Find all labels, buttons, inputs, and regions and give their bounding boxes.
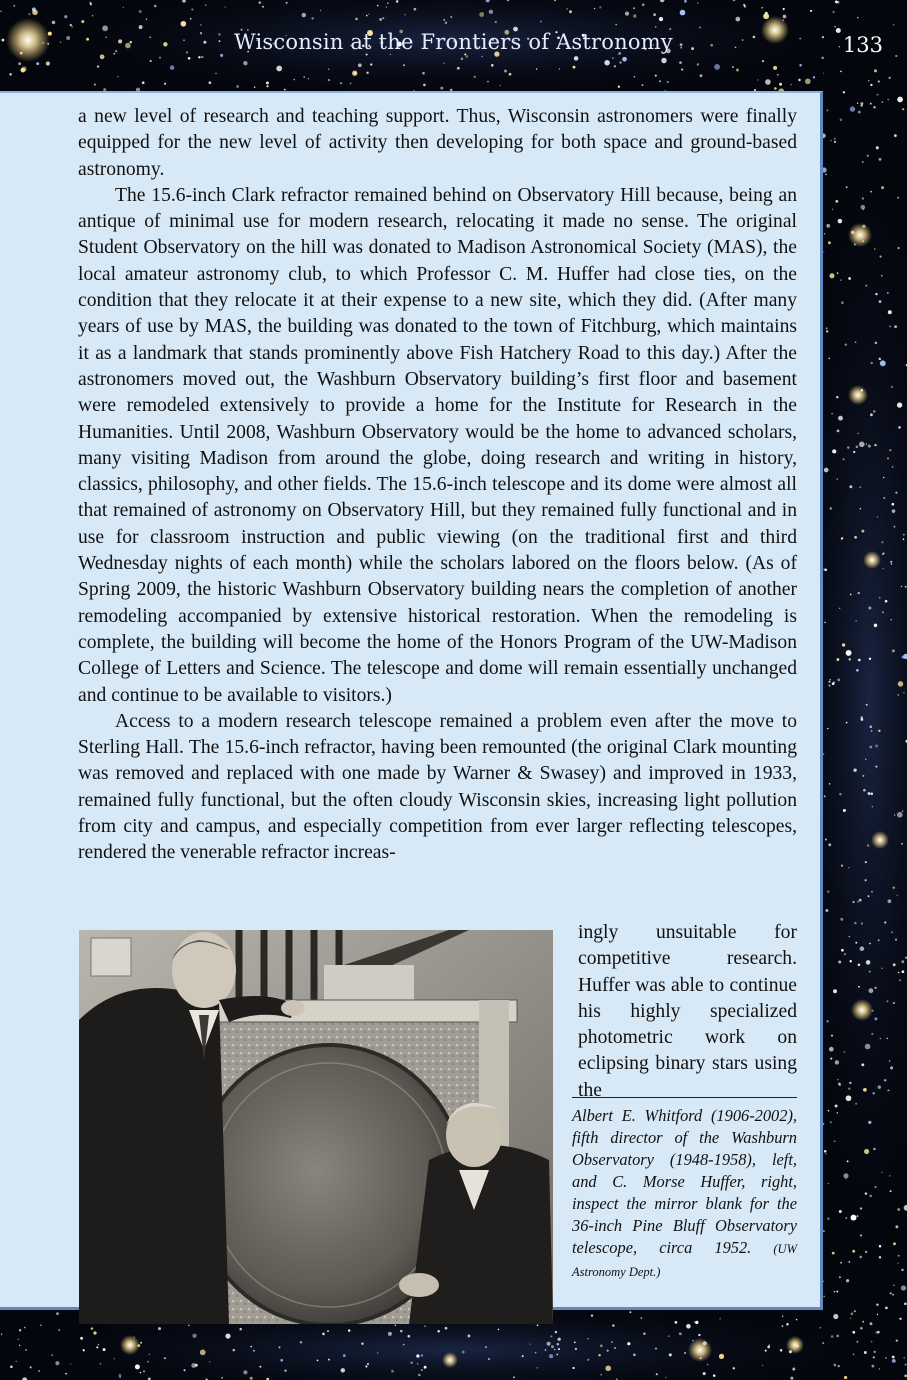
paragraph-1: a new level of research and teaching support. Thus, Wisconsin astronomers were finally equipped for the new level of activity then developing for both space and ground-based astronomy. — [78, 106, 797, 180]
wrapped-text-column — [578, 920, 797, 1104]
paragraph-3: Access to a modern research telescope remained a problem even after the move to Sterling Hall. The 15.6-inch refractor, having been remounted (the original Clark mounting was removed and replaced with one made by Warner & Swasey) and improved in 1933, remained fully functional, but the often cloudy Wisconsin skies, increasing light pollution from city and campus, and especially competition from ever larger reflecting telescopes, rendered the venerable refractor increas- — [78, 710, 797, 864]
figure-caption — [572, 1105, 797, 1283]
paragraph-2: The 15.6-inch Clark refractor remained behind on Observatory Hill because, being an antique of minimal use for modern research, relocating it made no sense. The original Student Observatory on the hill was donated to Madison Astronomical Society (MAS), the local amateur astronomy club, to which Professor C. M. Huffer had close ties, on the condition that they relocate it at their expense to a new site, which they did. (After many years of use by MAS, the building was donated to the town of Fitchburg, which maintains it as a landmark that stands prominently above Fish Hatchery Road to this day.) After the astronomers moved out, the Washburn Observatory building’s first floor and basement were remodeled extensively to provide a home for the Institute for Research in the Humanities. Until 2008, Washburn Observatory would be the home to advanced scholars, many visiting Madison from around the globe, doing research and writing in history, classics, philosophy, and other fields. The 15.6-inch telescope and its dome were almost all that remained of astronomy on Observatory Hill, but they remained fully functional and in use for classroom instruction and public viewing (on the traditional first and third Wednesday nights of each month) while the scholars labored on the floors below. (As of Spring 2009, the historic Washburn Observatory building nears the completion of another remodeling accompanied by extensive historical restoration. When the remodeling is complete, the building will become the home of the Honors Program of the UW-Madison College of Letters and Science. The telescope and dome will remain essentially unchanged and continue to be available to visitors.) — [78, 184, 797, 706]
caption-rule — [572, 1097, 797, 1098]
page-number: 133 — [842, 33, 883, 57]
paragraph-3-continuation: ingly unsuitable for competitive research. Huffer was able to continue his highly specialized photometric work on eclipsing binary stars using the — [578, 922, 797, 1101]
historic-photo-mirror-blank — [79, 930, 553, 1324]
photo-credit: (UW Astronomy Dept.) — [572, 1242, 797, 1279]
body-text — [78, 104, 797, 867]
photo-illustration — [79, 930, 553, 1324]
running-head-title: Wisconsin at the Frontiers of Astronomy — [234, 30, 673, 54]
caption-text: Albert E. Whitford (1906-2002), fifth director of the Washburn Observatory (1948-1958), left, and C. Morse Huffer, right, inspect the mirror blank for the 36-inch Pine Bluff Observatory telescope, circa 1952. — [572, 1106, 797, 1257]
